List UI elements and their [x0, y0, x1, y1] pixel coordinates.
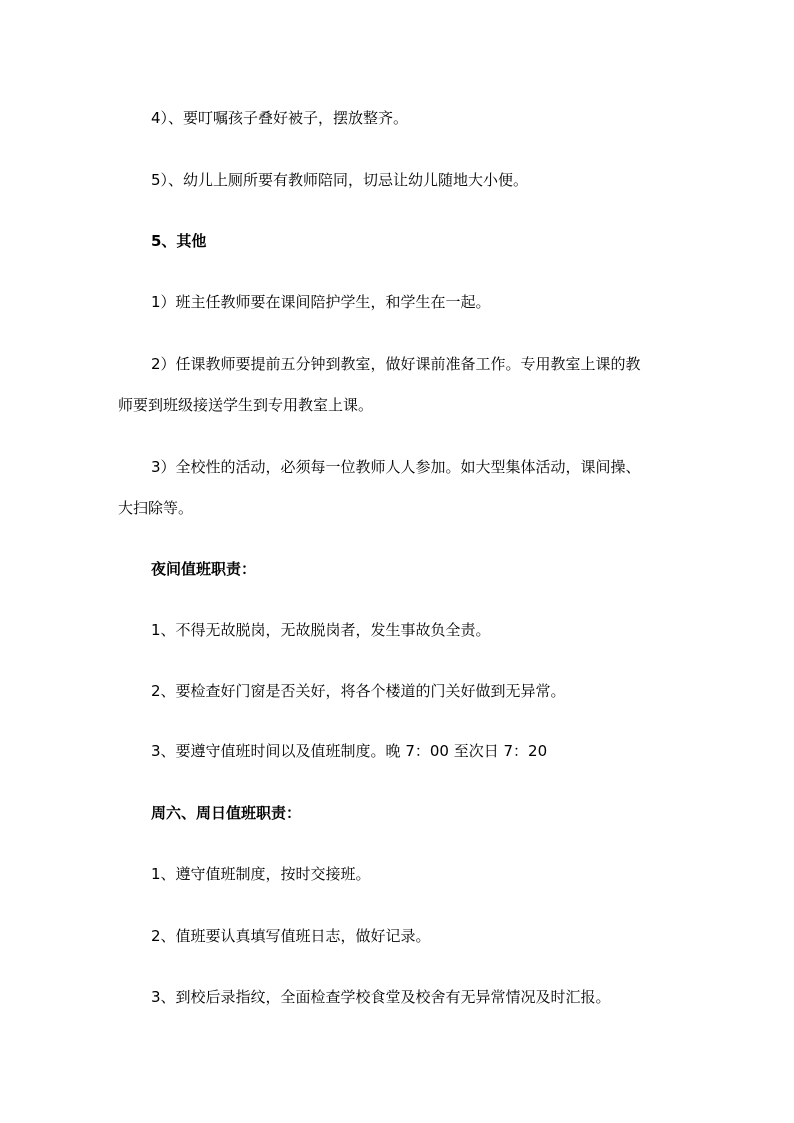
section-heading-weekend-duty: 周六、周日值班职责： — [151, 804, 302, 822]
paragraph-toilet: 5）、幼儿上厕所要有教师陪同，切忌让幼儿随地大小便。 — [151, 171, 529, 189]
paragraph-school-activities-line1: 3）全校性的活动，必须每一位教师人人参加。如大型集体活动，课间操、 — [151, 458, 641, 476]
paragraph-class-teacher: 1）班主任教师要在课间陪护学生，和学生在一起。 — [151, 293, 491, 311]
paragraph-duty-hours: 3、要遵守值班时间以及值班制度。晚 7：00 至次日 7：20 — [151, 742, 548, 760]
paragraph-no-absence: 1、不得无故脱岗，无故脱岗者，发生事故负全责。 — [151, 621, 491, 639]
paragraph-subject-teacher-line2: 师要到班级接送学生到专用教室上课。 — [118, 396, 374, 414]
paragraph-doors-windows: 2、要检查好门窗是否关好，将各个楼道的门关好做到无异常。 — [151, 682, 566, 700]
paragraph-fingerprint-check: 3、到校后录指纹，全面检查学校食堂及校舍有无异常情况及时汇报。 — [151, 988, 611, 1006]
paragraph-school-activities-line2: 大扫除等。 — [118, 499, 194, 517]
section-heading-night-duty: 夜间值班职责： — [151, 560, 257, 578]
paragraph-shift-handover: 1、遵守值班制度，按时交接班。 — [151, 865, 371, 883]
paragraph-subject-teacher-line1: 2）任课教师要提前五分钟到教室，做好课前准备工作。专用教室上课的教 — [151, 355, 641, 373]
section-heading-other: 5、其他 — [151, 232, 207, 250]
paragraph-duty-log: 2、值班要认真填写值班日志，做好记录。 — [151, 927, 431, 945]
paragraph-bedding: 4）、要叮嘱孩子叠好被子，摆放整齐。 — [151, 109, 409, 127]
